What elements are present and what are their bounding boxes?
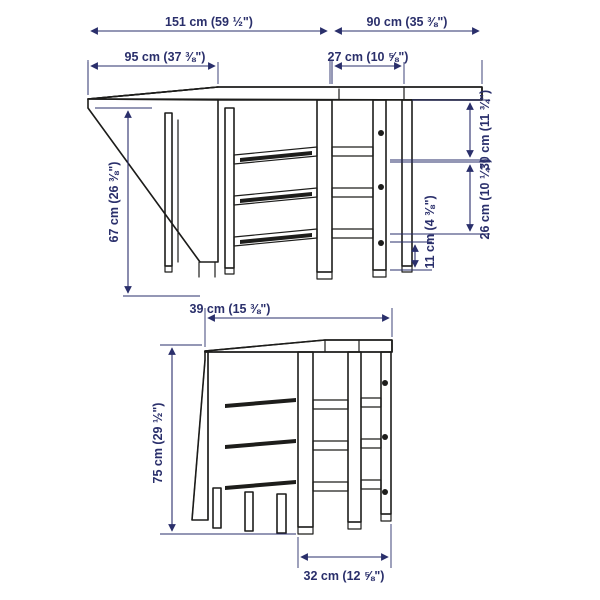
dim-folded-height bbox=[151, 345, 296, 534]
dim-label-67: 67 cm (26 ⅜") bbox=[107, 161, 121, 243]
dim-label-30: 30 cm (11 ¾") bbox=[478, 89, 492, 171]
dim-label-151: 151 cm (59 ½") bbox=[165, 15, 253, 29]
dim-label-26: 26 cm (10 ¼") bbox=[478, 158, 492, 240]
dim-shelf-upper bbox=[390, 90, 492, 170]
dim-label-95: 95 cm (37 ⅜") bbox=[124, 50, 206, 64]
dim-folded-depth-base bbox=[298, 524, 391, 583]
dim-height-total bbox=[95, 108, 200, 296]
dim-label-75: 75 cm (29 ½") bbox=[151, 402, 165, 484]
folded-table-view bbox=[192, 340, 392, 534]
dim-label-39: 39 cm (15 ⅜") bbox=[189, 302, 271, 316]
dim-leaf-small-width bbox=[328, 50, 409, 84]
dim-shelf-lower bbox=[390, 159, 492, 240]
dim-clearance bbox=[390, 195, 437, 270]
dim-label-32: 32 cm (12 ⅝") bbox=[303, 569, 385, 583]
dim-label-11: 11 cm (4 ⅜") bbox=[423, 195, 437, 269]
dim-label-90: 90 cm (35 ⅜") bbox=[366, 15, 448, 29]
dim-label-27: 27 cm (10 ⅝") bbox=[327, 50, 409, 64]
